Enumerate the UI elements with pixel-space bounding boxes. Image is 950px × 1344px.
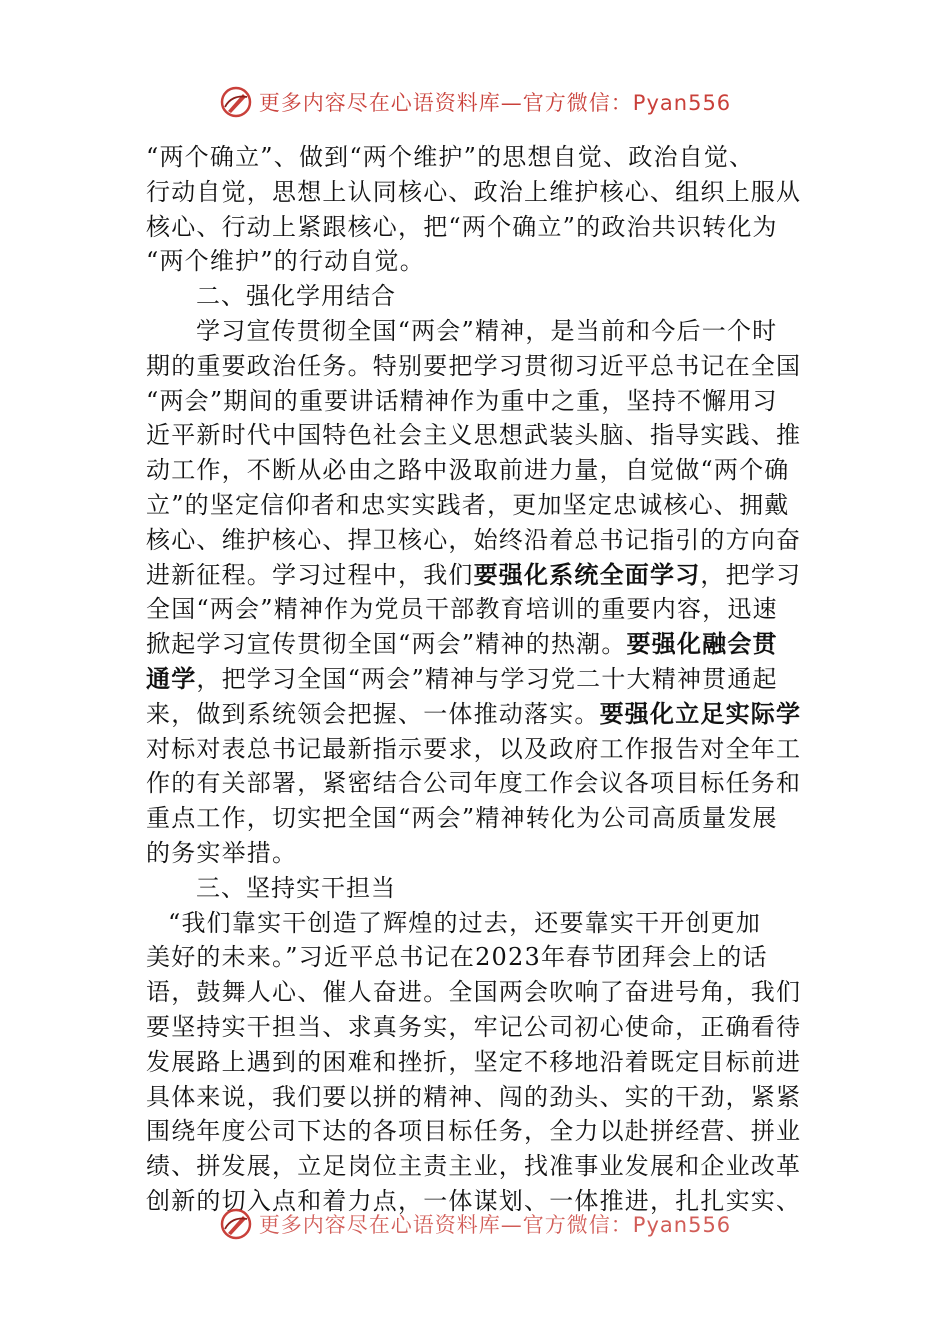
text-line <box>146 662 814 697</box>
text-line: 具体来说，我们要以拼的精神、闯的劲头、实的干劲，紧紧 <box>146 1082 802 1111</box>
text-line: 的务实举措。 <box>146 838 298 867</box>
text-line: 近平新时代中国特色社会主义思想武装头脑、指导实践、推 <box>146 421 802 450</box>
section-heading-2: 二、强化学用结合 <box>196 282 396 311</box>
text-line: 发展路上遇到的困难和挫折，坚定不移地沿着既定目标前进 <box>146 1047 802 1076</box>
text-line: 核心、维护核心、捍卫核心，始终沿着总书记指引的方向奋 <box>146 525 802 554</box>
text-line: 核心、行动上紧跟核心，把“两个确立”的政治共识转化为 <box>146 212 778 241</box>
header-watermark <box>0 84 950 120</box>
text-line: 作的有关部署，紧密结合公司年度工作会议各项目标任务和 <box>146 769 802 798</box>
text-line <box>146 697 814 732</box>
bold-emphasis: 要强化立足实际学 <box>599 698 802 728</box>
text-span: ，把学习全国“两会”精神与学习党二十大精神贯通起 <box>196 664 778 693</box>
text-line: 语，鼓舞人心、催人奋进。全国两会吹响了奋进号角，我们 <box>146 978 802 1007</box>
text-line: 期的重要政治任务。特别要把学习贯彻习近平总书记在全国 <box>146 351 802 380</box>
bold-emphasis: 要强化融会贯 <box>626 629 778 659</box>
text-line: “我们靠实干创造了辉煌的过去，还要靠实干开创更加 <box>168 908 762 937</box>
text-line: 围绕年度公司下达的各项目标任务，全力以赴拼经营、拼业 <box>146 1117 802 1146</box>
text-line: “两个确立”、做到“两个维护”的思想自觉、政治自觉、 <box>146 143 755 171</box>
bold-emphasis: 要强化系统全面学习 <box>473 559 701 589</box>
text-line: 对标对表总书记最新指示要求，以及政府工作报告对全年工 <box>146 734 802 763</box>
text-line: “两个维护”的行动自觉。 <box>146 247 425 276</box>
text-span: 进新征程。学习过程中，我们 <box>146 560 474 589</box>
text-line: 要坚持实干担当、求真务实，牢记公司初心使命，正确看待 <box>146 1012 802 1041</box>
footer-watermark <box>0 1206 950 1242</box>
text-line: 美好的未来。”习近平总书记在2023年春节团拜会上的话 <box>146 943 768 972</box>
bold-emphasis: 通学 <box>146 663 197 693</box>
text-line: 全国“两会”精神作为党员干部教育培训的重要内容，迅速 <box>146 595 778 624</box>
header-watermark-text: 更多内容尽在心语资料库—官方微信：Pyan556 <box>258 91 732 115</box>
pen-logo-icon <box>219 85 253 119</box>
text-line <box>146 627 814 662</box>
text-line: 立”的坚定信仰者和忠实实践者，更加坚定忠诚核心、拥戴 <box>146 490 790 519</box>
text-line: 行动自觉，思想上认同核心、政治上维护核心、组织上服从 <box>146 177 802 206</box>
text-line <box>146 558 814 593</box>
footer-watermark-text: 更多内容尽在心语资料库—官方微信：Pyan556 <box>258 1213 732 1237</box>
document-body <box>146 140 814 1219</box>
text-span: 掀起学习宣传贯彻全国“两会”精神的热潮。 <box>146 630 627 659</box>
text-line: 重点工作，切实把全国“两会”精神转化为公司高质量发展 <box>146 804 778 833</box>
text-span: ，把学习 <box>700 560 802 589</box>
section-heading-3: 三、坚持实干担当 <box>196 873 396 902</box>
text-line: “两会”期间的重要讲话精神作为重中之重，坚持不懈用习 <box>146 386 778 415</box>
pen-logo-icon <box>219 1207 253 1241</box>
text-span: 来，做到系统领会把握、一体推动落实。 <box>146 699 600 728</box>
text-line: 绩、拼发展，立足岗位主责主业，找准事业发展和企业改革 <box>146 1152 802 1181</box>
text-line: 创新的切入点和着力点，一体谋划、一体推进，扎扎实实、 <box>146 1186 802 1215</box>
text-line: 动工作，不断从必由之路中汲取前进力量，自觉做“两个确 <box>146 456 790 485</box>
text-line: 学习宣传贯彻全国“两会”精神，是当前和今后一个时 <box>196 316 778 345</box>
